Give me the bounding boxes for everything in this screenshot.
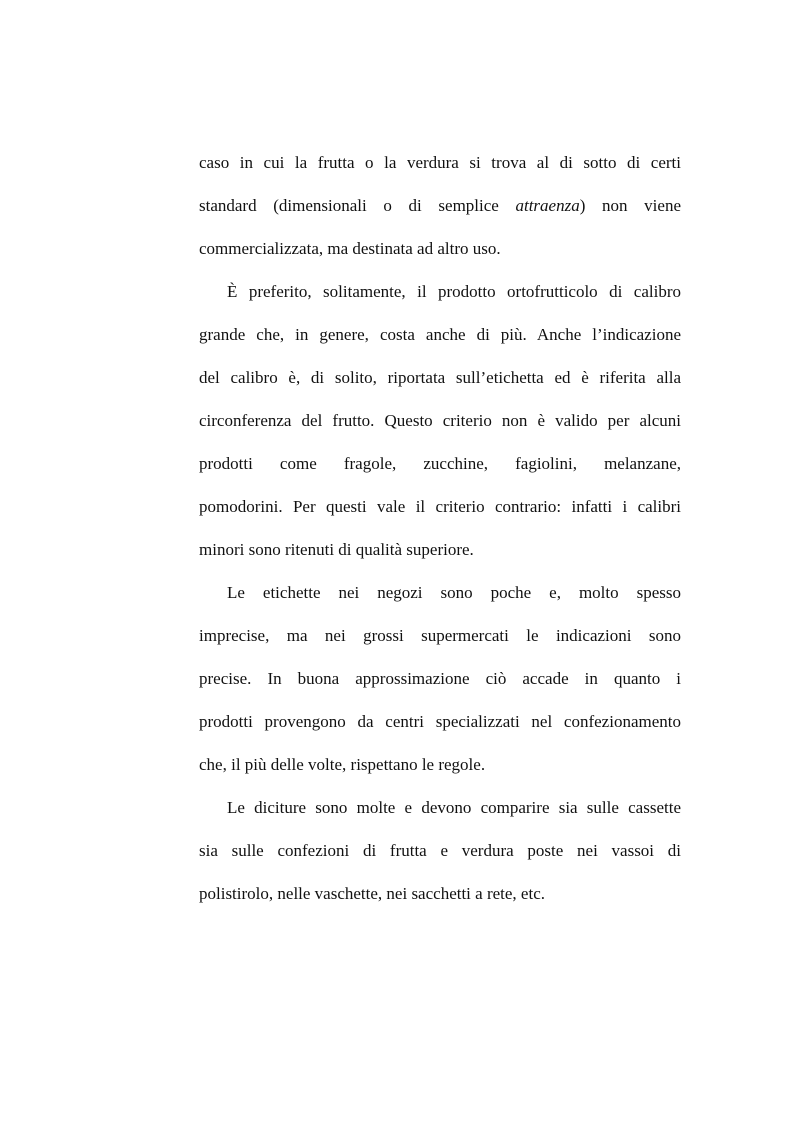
paragraph-1 xyxy=(199,141,681,270)
text-line: caso in cui la frutta o la verdura si trova al di sotto di certi xyxy=(199,153,681,172)
text-line: È preferito, solitamente, il prodotto ortofrutticolo di calibro xyxy=(227,282,681,301)
paragraph-4 xyxy=(199,786,681,915)
italic-term: attraenza xyxy=(515,196,580,215)
text-line: imprecise, ma nei grossi supermercati le indicazioni sono xyxy=(199,626,681,645)
text-line: Le diciture sono molte e devono comparire sia sulle cassette xyxy=(227,798,681,817)
text-line: pomodorini. Per questi vale il criterio contrario: infatti i calibri xyxy=(199,497,681,516)
text-line: prodotti provengono da centri specializzati nel confezionamento xyxy=(199,712,681,731)
paragraph-2 xyxy=(199,270,681,571)
text-line: Le etichette nei negozi sono poche e, molto spesso xyxy=(227,583,681,602)
text-line: circonferenza del frutto. Questo criterio non è valido per alcuni xyxy=(199,411,681,430)
paragraph-3 xyxy=(199,571,681,786)
text-line: precise. In buona approssimazione ciò accade in quanto i xyxy=(199,669,681,688)
text-line: prodotti come fragole, zucchine, fagiolini, melanzane, xyxy=(199,454,681,473)
text-line: che, il più delle volte, rispettano le regole. xyxy=(199,755,486,774)
text-line: standard (dimensionali o di semplice attraenza) non viene xyxy=(199,196,681,215)
body-text xyxy=(199,141,681,915)
text-line: commercializzata, ma destinata ad altro uso. xyxy=(199,239,501,258)
text-line: sia sulle confezioni di frutta e verdura poste nei vassoi di xyxy=(199,841,681,860)
text-line: minori sono ritenuti di qualità superiore. xyxy=(199,540,474,559)
text-line: grande che, in genere, costa anche di più. Anche l’indicazione xyxy=(199,325,681,344)
text-line: polistirolo, nelle vaschette, nei sacchetti a rete, etc. xyxy=(199,884,545,903)
text-line: del calibro è, di solito, riportata sull’etichetta ed è riferita alla xyxy=(199,368,681,387)
